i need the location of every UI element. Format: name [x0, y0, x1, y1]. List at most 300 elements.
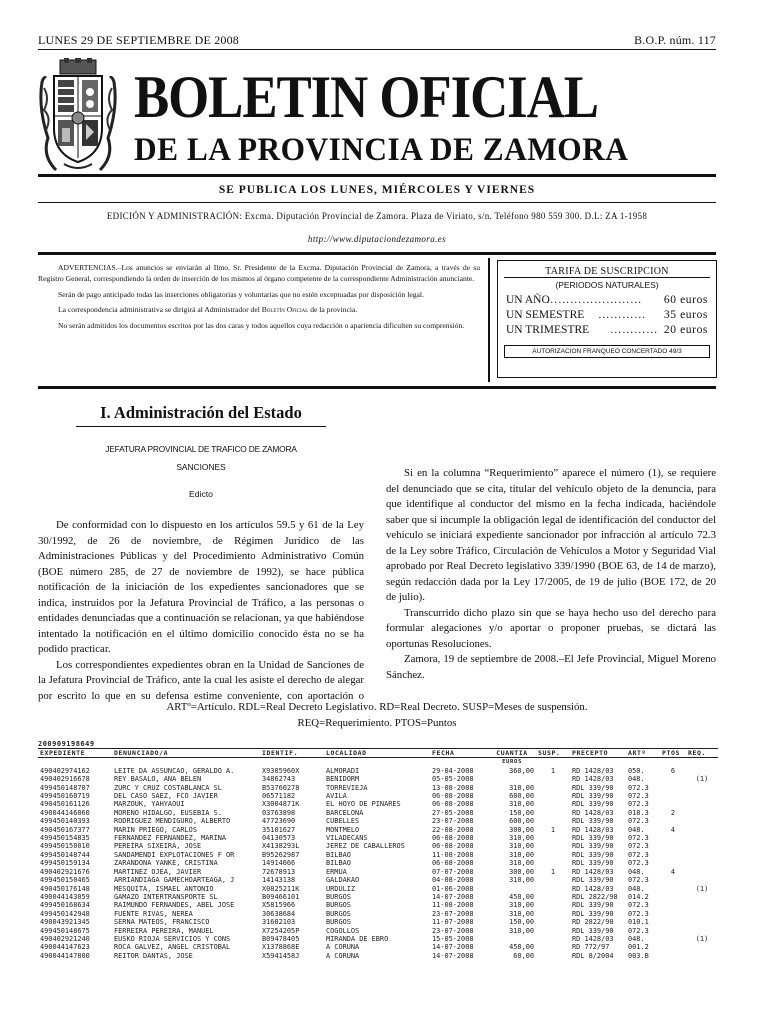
- table-cell: 47723690: [262, 817, 296, 826]
- table-cell: 04130573: [262, 834, 296, 843]
- table-row: [38, 800, 718, 808]
- table-cell: PEREIRA SIXEIRA, JOSE: [114, 842, 202, 851]
- table-cell: 050.: [628, 766, 645, 775]
- table-cell: [686, 876, 718, 884]
- table-cell: 07-07-2008: [432, 867, 474, 876]
- table-cell: [660, 935, 686, 943]
- table-cell: [686, 943, 718, 951]
- subscription-rates-box: [497, 260, 717, 378]
- table-cell: 072.3: [628, 876, 649, 885]
- table-cell: [686, 826, 718, 834]
- table-cell: [686, 910, 718, 918]
- column-header: EXPEDIENTE: [40, 749, 86, 757]
- notice-type: Edicto: [189, 489, 213, 499]
- table-row: [38, 893, 718, 901]
- table-row: [38, 834, 718, 842]
- table-cell: [660, 927, 686, 935]
- table-cell: 14-07-2008: [432, 892, 474, 901]
- table-cell: 14914666: [262, 859, 296, 868]
- table-row: [38, 910, 718, 918]
- table-cell: 06-08-2008: [432, 834, 474, 843]
- table-row: [38, 842, 718, 850]
- table-cell: 27-05-2008: [432, 808, 474, 817]
- table-cell: MARIN PRIEGO, CARLOS: [114, 825, 197, 834]
- table-cell: X5941458J: [262, 951, 300, 960]
- table-cell: 22-08-2008: [432, 825, 474, 834]
- table-cell: RDL 8/2004: [572, 951, 614, 960]
- table-cell: REY BASALO, ANA BELEN: [114, 775, 202, 784]
- table-cell: 499450150465: [40, 876, 90, 885]
- table-row: [38, 952, 718, 960]
- table-cell: 2: [670, 808, 676, 817]
- table-cell: A CORUÑA: [326, 951, 360, 960]
- paragraph-4: Transcurrido dicho plazo sin que se haya hecho uso del derecho para formular alegaciones y/o aportar o proponer pruebas, se dictará las oportunas Resoluciones.: [386, 606, 716, 650]
- website-link[interactable]: http://www.diputaciondezamora.es: [307, 234, 447, 244]
- table-cell: BARCELONA: [326, 808, 364, 817]
- table-cell: [536, 943, 570, 951]
- table-cell: 14-07-2008: [432, 943, 474, 952]
- table-cell: 23-07-2008: [432, 909, 474, 918]
- table-cell: (1): [695, 934, 709, 943]
- table-cell: X1378868E: [262, 943, 300, 952]
- pubdays-rule: [38, 202, 716, 203]
- advertencias-box: [38, 262, 480, 335]
- coat-of-arms-icon: [38, 58, 118, 176]
- table-cell: 310,00: [509, 800, 534, 809]
- table-cell: RDL 339/90: [572, 909, 614, 918]
- table-cell: RDL 339/90: [572, 800, 614, 809]
- column-right: [386, 404, 716, 683]
- table-cell: 72678913: [262, 867, 296, 876]
- table-cell: 014.2: [628, 892, 649, 901]
- section-underline: [76, 426, 326, 427]
- column-header: IDENTIF.: [262, 749, 299, 757]
- table-cell: [536, 817, 570, 825]
- table-cell: 1: [550, 766, 556, 775]
- table-cell: [660, 842, 686, 850]
- table-cell: 490450176148: [40, 884, 90, 893]
- table-cell: 490402921676: [40, 867, 90, 876]
- table-cell: [536, 842, 570, 850]
- table-cell: [660, 784, 686, 792]
- table-cell: 29-04-2008: [432, 766, 474, 775]
- body-text-left: [38, 518, 364, 704]
- table-cell: BURGOS: [326, 892, 351, 901]
- table-cell: 490044147800: [40, 951, 90, 960]
- paragraph-1: De conformidad con lo dispuesto en los artículos 59.5 y 61 de la Ley 30/1992, de 26 de noviembre, de Régimen Jurídico de las Administraciones Públicas y del Procedimiento Administrativo Común (BOE número 285, de 27 de noviembre de 1992), se hace pública notificación de la iniciación de los expedientes sancionadores que se indica, instruidos por la Jefatura Provincial de Tráfico, a las personas o entidades denunciadas que a continuación se relacionan, ya que habiéndose intentado la notificación en el último domicilio conocido ésta no se ha podido practicar.: [38, 519, 364, 655]
- table-cell: 06-08-2008: [432, 842, 474, 851]
- table-cell: 499450154835: [40, 834, 90, 843]
- table-cell: [536, 885, 570, 893]
- journal-title: BOLETIN OFICIAL: [134, 64, 598, 130]
- table-row: [38, 885, 718, 893]
- issue-number: B.O.P. núm. 117: [634, 33, 716, 47]
- table-cell: 11-07-2008: [432, 918, 474, 927]
- table-cell: 150,00: [509, 918, 534, 927]
- tarifa-subtitle: (PERIODOS NATURALES): [555, 280, 659, 290]
- table-header: [38, 749, 718, 758]
- table-cell: 490043921345: [40, 918, 90, 927]
- table-cell: FERNANDEZ FERNANDEZ, MARINA: [114, 834, 227, 843]
- table-cell: [536, 876, 570, 884]
- table-cell: RDL 339/90: [572, 859, 614, 868]
- table-cell: 499450160719: [40, 792, 90, 801]
- table-cell: MIRANDA DE EBRO: [326, 934, 389, 943]
- table-cell: 018.3: [628, 808, 649, 817]
- table-cell: 072.3: [628, 842, 649, 851]
- table-cell: 310,00: [509, 909, 534, 918]
- table-cell: RDL 339/90: [572, 926, 614, 935]
- publication-days: SE PUBLICA LOS LUNES, MIÉRCOLES Y VIERNES: [218, 184, 536, 196]
- franqueo-note: AUTORIZACION FRANQUEO CONCERTADO 49/3: [504, 345, 710, 358]
- table-row: [38, 767, 718, 775]
- column-header: ARTº: [628, 749, 647, 757]
- table-cell: 499450168634: [40, 901, 90, 910]
- table-cell: [536, 859, 570, 867]
- table-row: [38, 809, 718, 817]
- table-cell: AVILA: [326, 792, 347, 801]
- table-cell: RDL 339/90: [572, 817, 614, 826]
- table-cell: MORENO HIDALGO, EUSEBIA S.: [114, 808, 222, 817]
- table-cell: 310,00: [509, 926, 534, 935]
- table-cell: ERMUA: [326, 867, 347, 876]
- table-cell: GALDAKAO: [326, 876, 360, 885]
- table-cell: RDL 339/90: [572, 834, 614, 843]
- table-cell: X0825211K: [262, 884, 300, 893]
- content-double-rule: [38, 386, 716, 389]
- header-double-rule: [38, 174, 716, 177]
- legend-line-1: ARTº=Artículo. RDL=Real Decreto Legislativo. RD=Real Decreto. SUSP=Meses de suspensión.: [166, 701, 588, 713]
- table-cell: 499450140393: [40, 817, 90, 826]
- table-row: [38, 943, 718, 951]
- table-cell: RD 1428/03: [572, 884, 614, 893]
- table-cell: X9305960X: [262, 766, 300, 775]
- table-cell: 450,00: [509, 892, 534, 901]
- table-row: [38, 775, 718, 783]
- table-body: [38, 767, 718, 960]
- table-cell: 34862743: [262, 775, 296, 784]
- table-cell: 310,00: [509, 834, 534, 843]
- table-cell: 010.1: [628, 918, 649, 927]
- table-cell: RD 1428/03: [572, 934, 614, 943]
- table-cell: FERREIRA PEREIRA, MANUEL: [114, 926, 214, 935]
- table-cell: [660, 943, 686, 951]
- table-cell: 499450148707: [40, 783, 90, 792]
- table-cell: 072.3: [628, 926, 649, 935]
- advertencia-3: La correspondencia administrativa se dirigirá al Administrador del Boletín Oficial de la provincia.: [58, 305, 358, 315]
- tarifa-title: TARIFA DE SUSCRIPCION: [504, 266, 710, 278]
- table-subheader: [38, 758, 718, 767]
- table-cell: 072.3: [628, 859, 649, 868]
- issue-date: LUNES 29 DE SEPTIEMBRE DE 2008: [38, 33, 239, 47]
- table-cell: [660, 817, 686, 825]
- table-cell: [660, 876, 686, 884]
- table-cell: ZARANDONA YANKE, CRISTINA: [114, 859, 218, 868]
- notice-subject: SANCIONES: [176, 462, 226, 472]
- table-cell: 499450159134: [40, 859, 90, 868]
- column-header: LOCALIDAD: [326, 749, 367, 757]
- table-cell: [660, 918, 686, 926]
- table-cell: 1: [550, 825, 556, 834]
- table-cell: BURGOS: [326, 918, 351, 927]
- table-cell: B09466101: [262, 892, 300, 901]
- table-row: [38, 901, 718, 909]
- table-cell: (1): [695, 775, 709, 784]
- table-cell: JEREZ DE CABALLEROS: [326, 842, 405, 851]
- paragraph-2-continued: [386, 404, 716, 466]
- table-cell: 150,00: [509, 808, 534, 817]
- table-cell: 072.3: [628, 783, 649, 792]
- table-cell: 310,00: [509, 876, 534, 885]
- table-cell: [536, 792, 570, 800]
- table-cell: 14-07-2008: [432, 951, 474, 960]
- table-cell: EL HOYO DE PINARES: [326, 800, 401, 809]
- table-cell: RODRIGUEZ MENDIGURO, ALBERTO: [114, 817, 231, 826]
- table-cell: ZURC Y CRUZ COSTABLANCA SL: [114, 783, 222, 792]
- header-vertical-divider: [488, 258, 490, 382]
- table-cell: 15-05-2008: [432, 934, 474, 943]
- table-cell: RDL 339/90: [572, 901, 614, 910]
- table-cell: RDL 339/90: [572, 876, 614, 885]
- table-cell: BILBAO: [326, 859, 351, 868]
- column-header: PTOS: [662, 749, 681, 757]
- table-cell: [686, 792, 718, 800]
- table-cell: 06-08-2008: [432, 800, 474, 809]
- table-cell: 490402921240: [40, 934, 90, 943]
- table-cell: [686, 767, 718, 775]
- table-cell: 490402974162: [40, 766, 90, 775]
- table-cell: [686, 817, 718, 825]
- table-cell: 300,00: [509, 825, 534, 834]
- table-cell: 600,00: [509, 792, 534, 801]
- journal-subtitle: DE LA PROVINCIA DE ZAMORA: [134, 132, 629, 168]
- table-cell: BENIDORM: [326, 775, 360, 784]
- table-cell: 072.3: [628, 850, 649, 859]
- table-cell: [536, 893, 570, 901]
- table-cell: SERNA MATEOS, FRANCISCO: [114, 918, 210, 927]
- table-cell: [686, 893, 718, 901]
- table-cell: [686, 918, 718, 926]
- column-header: CUANTIA: [496, 749, 528, 757]
- table-cell: [686, 842, 718, 850]
- table-cell: COGOLLOS: [326, 926, 360, 935]
- table-cell: 310,00: [509, 859, 534, 868]
- table-cell: [536, 851, 570, 859]
- table-cell: [686, 851, 718, 859]
- paragraph-3: Si en la columna “Requerimiento” aparece el número (1), se requiere del denunciado que se cita, titular del vehículo objeto de la denuncia, para que identifique al conductor del mismo en la fecha indicada, haciéndole saber que si incumple la obligación legal de identificación del conductor del vehículo se iniciará expediente sancionador por infracción al artículo 72.3 de la Ley sobre Tráfico, Circulación de Vehículos a Motor y Seguridad Vial aprobado por Real Decreto legislativo 339/1990 (BOE 63, de 14 de marzo), según redacción dada por la Ley 17/2005, de 19 de julio (BOE 172, de 20 de julio).: [386, 467, 716, 603]
- table-cell: 490044147623: [40, 943, 90, 952]
- table-cell: 499450148675: [40, 926, 90, 935]
- table-cell: [536, 910, 570, 918]
- table-cell: [686, 784, 718, 792]
- table-cell: FUENTE RIVAS, NEREA: [114, 909, 193, 918]
- table-cell: [660, 851, 686, 859]
- table-cell: 23-07-2008: [432, 926, 474, 935]
- table-cell: 30638684: [262, 909, 296, 918]
- sanctions-table-wrapper: [38, 740, 718, 970]
- sanctions-table: [38, 748, 718, 960]
- table-cell: ROCA GALVEZ, ANGEL CRISTOBAL: [114, 943, 231, 952]
- table-cell: 450,00: [509, 943, 534, 952]
- table-cell: 490402916678: [40, 775, 90, 784]
- table-row: [38, 927, 718, 935]
- table-cell: 072.3: [628, 800, 649, 809]
- advertencia-1: ADVERTENCIAS.–Los anuncios se enviarán al Ilmo. Sr. Presidente de la Excma. Diputación Provincial de Zamora, a través de su Registro General, correspondiendo la orden de inserción de los mismos al órgano competente de la correspondiente Administración anunciante.: [38, 263, 480, 284]
- table-cell: VILADECANS: [326, 834, 368, 843]
- table-cell: 60,00: [513, 951, 534, 960]
- table-cell: 360,00: [509, 766, 534, 775]
- legend-line-2: REQ=Requerimiento. PTOS=Puntos: [297, 717, 457, 729]
- table-cell: LEITE DA ASSUNCAO, GERALDO A.: [114, 766, 235, 775]
- table-cell: [660, 792, 686, 800]
- table-cell: EUSKO RIOJA SERVICIOS Y CONS: [114, 934, 231, 943]
- table-cell: RD 2822/98: [572, 918, 614, 927]
- table-cell: 04-08-2008: [432, 876, 474, 885]
- table-cell: [536, 775, 570, 783]
- table-cell: 06-08-2008: [432, 792, 474, 801]
- table-cell: GAMAZO INTERTRANSPORTE SL: [114, 892, 218, 901]
- rate-row: UN SEMESTRE ………… 35 euros: [506, 309, 708, 321]
- table-cell: [686, 901, 718, 909]
- table-cell: RDL 339/90: [572, 850, 614, 859]
- body-text-right: [386, 404, 716, 683]
- table-cell: [536, 784, 570, 792]
- table-cell: RD 1428/03: [572, 867, 614, 876]
- table-row: [38, 935, 718, 943]
- office-name: JEFATURA PROVINCIAL DE TRAFICO DE ZAMORA: [105, 444, 297, 454]
- table-cell: 490450161126: [40, 800, 90, 809]
- table-cell: [488, 935, 536, 943]
- table-cell: RD 1428/03: [572, 766, 614, 775]
- table-cell: [686, 952, 718, 960]
- table-cell: MARZOUK, YAHYAOUI: [114, 800, 185, 809]
- table-cell: 072.3: [628, 817, 649, 826]
- table-cell: [660, 800, 686, 808]
- table-cell: [536, 809, 570, 817]
- table-cell: 001.2: [628, 943, 649, 952]
- top-line: [38, 33, 716, 47]
- table-row: [38, 792, 718, 800]
- column-header: DENUNCIADO/A: [114, 749, 169, 757]
- table-cell: X7254205P: [262, 926, 300, 935]
- table-cell: X4138293L: [262, 842, 300, 851]
- table-cell: 4: [670, 825, 676, 834]
- table-cell: 048.: [628, 884, 645, 893]
- table-cell: X5815966: [262, 901, 296, 910]
- table-cell: [536, 927, 570, 935]
- table-cell: 310,00: [509, 842, 534, 851]
- table-cell: 072.3: [628, 792, 649, 801]
- table-cell: REITOR DANTAS, JOSE: [114, 951, 193, 960]
- table-row: [38, 826, 718, 834]
- table-row: [38, 859, 718, 867]
- table-row: [38, 876, 718, 884]
- abbreviations-legend: [38, 699, 716, 731]
- top-rule: [38, 49, 716, 50]
- table-cell: 11-08-2008: [432, 850, 474, 859]
- table-cell: [536, 800, 570, 808]
- table-cell: RD 1428/03: [572, 808, 614, 817]
- table-cell: RD 1428/03: [572, 775, 614, 784]
- table-cell: B53760278: [262, 783, 300, 792]
- table-cell: A CORUÑA: [326, 943, 360, 952]
- table-cell: 499450148744: [40, 850, 90, 859]
- table-row: [38, 817, 718, 825]
- column-header: FECHA: [432, 749, 455, 757]
- table-cell: RD 1428/03: [572, 825, 614, 834]
- table-cell: 310,00: [509, 783, 534, 792]
- table-row: [38, 784, 718, 792]
- table-cell: [660, 893, 686, 901]
- table-cell: [488, 885, 536, 893]
- table-cell: ALMORADI: [326, 766, 360, 775]
- table-cell: 14143138: [262, 876, 296, 885]
- table-cell: 490044146060: [40, 808, 90, 817]
- table-cell: 01-06-2008: [432, 884, 474, 893]
- rate-row: UN TRIMESTRE ………… 20 euros: [506, 324, 708, 336]
- table-row: [38, 868, 718, 876]
- table-cell: [686, 800, 718, 808]
- advertencia-2: Serán de pago anticipado todas las inserciones obligatorias y voluntarias que no estén exceptuadas por disposición legal.: [58, 289, 424, 299]
- table-cell: MARTINEZ OJEA, JAVIER: [114, 867, 202, 876]
- table-cell: 06-08-2008: [432, 859, 474, 868]
- edition-double-rule: [38, 252, 716, 255]
- table-cell: 300,00: [509, 867, 534, 876]
- table-cell: 600,00: [509, 817, 534, 826]
- table-cell: RDL 2822/98: [572, 892, 618, 901]
- table-cell: 06571182: [262, 792, 296, 801]
- table-cell: [686, 834, 718, 842]
- table-cell: 310,00: [509, 901, 534, 910]
- table-cell: RDL 339/90: [572, 792, 614, 801]
- euros-subheader: EUROS: [502, 759, 522, 766]
- table-cell: BURGOS: [326, 909, 351, 918]
- table-cell: DEL CASO SAEZ, FCO JAVIER: [114, 792, 218, 801]
- table-cell: [686, 868, 718, 876]
- table-cell: MONTMELO: [326, 825, 360, 834]
- section-title: I. Administración del Estado: [100, 403, 302, 422]
- table-cell: B95262987: [262, 850, 300, 859]
- table-cell: [686, 927, 718, 935]
- table-cell: ARRIANDIAGA GAMECHOARTEAGA, J: [114, 876, 235, 885]
- advertencia-4: No serán admitidos los documentos escritos por las dos caras y todos aquellos cuya redacción o apariencia dificulten su comprensión.: [58, 320, 465, 330]
- table-cell: MESQUITA, ISMAEL ANTONIO: [114, 884, 214, 893]
- table-cell: RD 772/97: [572, 943, 610, 952]
- table-row: [38, 918, 718, 926]
- table-cell: [686, 809, 718, 817]
- paragraph-2: Los correspondientes expedientes obran en la Unidad de Sanciones de la Jefatura Provincial de Tráfico, ante la cual les asiste el derecho de alegar por escrito lo que en su defensa estime conveniente, con aportación o: [38, 658, 364, 702]
- table-cell: 072.3: [628, 909, 649, 918]
- table-cell: B09478405: [262, 934, 300, 943]
- table-cell: 31602103: [262, 918, 296, 927]
- column-header: SUSP.: [538, 749, 561, 757]
- table-cell: BURGOS: [326, 901, 351, 910]
- table-cell: 072.3: [628, 901, 649, 910]
- table-cell: 1: [550, 867, 556, 876]
- listing-code: 200909198649: [38, 740, 95, 748]
- table-cell: 048.: [628, 934, 645, 943]
- table-cell: CUBELLES: [326, 817, 360, 826]
- table-cell: 490450167377: [40, 825, 90, 834]
- table-cell: [660, 901, 686, 909]
- paragraph-5: Zamora, 19 de septiembre de 2008.–El Jefe Provincial, Miguel Moreno Sánchez.: [386, 653, 716, 681]
- table-cell: 048.: [628, 775, 645, 784]
- table-cell: 6: [670, 766, 676, 775]
- table-cell: [660, 775, 686, 783]
- table-cell: [536, 918, 570, 926]
- rate-row: UN AÑO …………………… 60 euros: [506, 294, 708, 306]
- table-cell: [660, 910, 686, 918]
